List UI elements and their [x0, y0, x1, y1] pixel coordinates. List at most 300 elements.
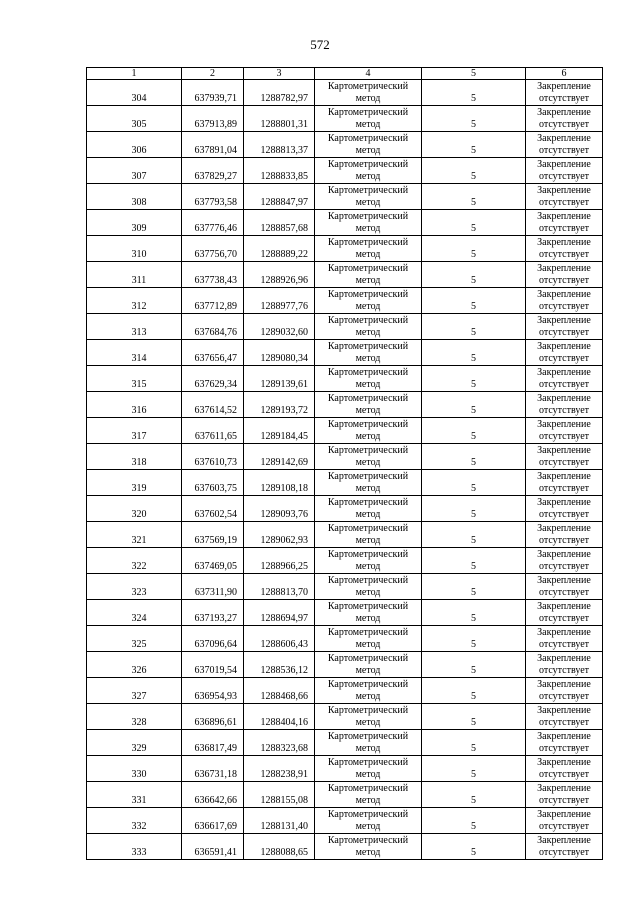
- fixing-cell: [526, 184, 603, 210]
- y-coordinate-cell: [244, 678, 315, 704]
- y-coordinate-text: 1289062,93: [260, 535, 308, 546]
- y-coordinate-text: 1288155,08: [260, 795, 308, 806]
- fixing-text: Закрепление: [537, 237, 591, 248]
- x-coordinate-text: 636954,93: [194, 691, 237, 702]
- accuracy-text: 5: [471, 509, 476, 520]
- point-number-cell: [87, 184, 182, 210]
- method-text: метод: [355, 768, 381, 780]
- point-number-text: 307: [131, 171, 147, 182]
- method-text: метод: [355, 716, 381, 728]
- table-row: [87, 236, 603, 262]
- y-coordinate-text: 1289142,69: [260, 457, 308, 468]
- method-text: Картометрический: [327, 289, 409, 300]
- accuracy-cell: [422, 340, 526, 366]
- header-cell-5: 5: [422, 68, 526, 80]
- x-coordinate-cell: [182, 496, 244, 522]
- fixing-text: Закрепление: [537, 263, 591, 274]
- accuracy-text: 5: [471, 587, 476, 598]
- point-number-cell: [87, 678, 182, 704]
- fixing-cell: [526, 782, 603, 808]
- y-coordinate-cell: [244, 600, 315, 626]
- x-coordinate-text: 636591,41: [194, 847, 237, 858]
- fixing-text: Закрепление: [537, 523, 591, 534]
- fixing-cell: [526, 756, 603, 782]
- fixing-text: отсутствует: [538, 664, 590, 676]
- point-number-cell: [87, 756, 182, 782]
- fixing-cell: [526, 704, 603, 730]
- fixing-text: отсутствует: [538, 612, 590, 624]
- table-row: [87, 678, 603, 704]
- y-coordinate-text: 1288847,97: [260, 197, 308, 208]
- table-row: [87, 600, 603, 626]
- y-coordinate-text: 1289080,34: [260, 353, 308, 364]
- method-cell: [315, 808, 422, 834]
- method-text: Картометрический: [327, 497, 409, 508]
- accuracy-cell: [422, 80, 526, 106]
- accuracy-cell: [422, 158, 526, 184]
- table-row: [87, 834, 603, 860]
- method-cell: [315, 132, 422, 158]
- table-row: [87, 80, 603, 106]
- fixing-text: Закрепление: [537, 393, 591, 404]
- table-row: [87, 340, 603, 366]
- method-cell: [315, 600, 422, 626]
- fixing-cell: [526, 314, 603, 340]
- x-coordinate-text: 637311,90: [194, 587, 237, 598]
- accuracy-text: 5: [471, 691, 476, 702]
- fixing-text: Закрепление: [537, 289, 591, 300]
- method-cell: [315, 626, 422, 652]
- y-coordinate-cell: [244, 392, 315, 418]
- accuracy-text: 5: [471, 613, 476, 624]
- method-cell: [315, 704, 422, 730]
- table-row: [87, 756, 603, 782]
- y-coordinate-text: 1288966,25: [260, 561, 308, 572]
- method-text: метод: [355, 170, 381, 182]
- coordinates-table: [86, 67, 603, 860]
- fixing-text: Закрепление: [537, 757, 591, 768]
- method-text: Картометрический: [327, 81, 409, 92]
- point-number-cell: [87, 600, 182, 626]
- fixing-cell: [526, 366, 603, 392]
- y-coordinate-text: 1288801,31: [260, 119, 308, 130]
- method-cell: [315, 80, 422, 106]
- y-coordinate-text: 1289193,72: [260, 405, 308, 416]
- fixing-cell: [526, 418, 603, 444]
- y-coordinate-text: 1288889,22: [260, 249, 308, 260]
- method-text: Картометрический: [327, 809, 409, 820]
- fixing-cell: [526, 548, 603, 574]
- fixing-text: Закрепление: [537, 809, 591, 820]
- y-coordinate-cell: [244, 106, 315, 132]
- accuracy-text: 5: [471, 769, 476, 780]
- method-text: метод: [355, 274, 381, 286]
- x-coordinate-text: 637019,54: [194, 665, 237, 676]
- point-number-text: 329: [131, 743, 147, 754]
- fixing-text: Закрепление: [537, 185, 591, 196]
- fixing-text: Закрепление: [537, 315, 591, 326]
- fixing-cell: [526, 444, 603, 470]
- fixing-cell: [526, 626, 603, 652]
- point-number-cell: [87, 392, 182, 418]
- fixing-text: Закрепление: [537, 211, 591, 222]
- fixing-cell: [526, 288, 603, 314]
- point-number-text: 308: [131, 197, 147, 208]
- fixing-text: Закрепление: [537, 575, 591, 586]
- table-row: [87, 106, 603, 132]
- table-header-row: [87, 68, 603, 80]
- accuracy-cell: [422, 236, 526, 262]
- accuracy-cell: [422, 366, 526, 392]
- fixing-text: отсутствует: [538, 378, 590, 390]
- method-cell: [315, 314, 422, 340]
- table-row: [87, 158, 603, 184]
- x-coordinate-cell: [182, 210, 244, 236]
- fixing-cell: [526, 652, 603, 678]
- accuracy-cell: [422, 392, 526, 418]
- point-number-cell: [87, 626, 182, 652]
- point-number-text: 332: [131, 821, 147, 832]
- table-row: [87, 626, 603, 652]
- accuracy-cell: [422, 496, 526, 522]
- accuracy-cell: [422, 756, 526, 782]
- method-text: метод: [355, 196, 381, 208]
- point-number-text: 333: [131, 847, 147, 858]
- point-number-text: 331: [131, 795, 147, 806]
- accuracy-text: 5: [471, 119, 476, 130]
- point-number-text: 330: [131, 769, 147, 780]
- method-cell: [315, 262, 422, 288]
- fixing-text: отсутствует: [538, 300, 590, 312]
- fixing-text: отсутствует: [538, 456, 590, 468]
- method-text: Картометрический: [327, 783, 409, 794]
- table-row: [87, 704, 603, 730]
- method-text: метод: [355, 586, 381, 598]
- point-number-cell: [87, 808, 182, 834]
- method-cell: [315, 834, 422, 860]
- method-cell: [315, 158, 422, 184]
- fixing-text: отсутствует: [538, 222, 590, 234]
- point-number-cell: [87, 106, 182, 132]
- fixing-text: Закрепление: [537, 133, 591, 144]
- method-cell: [315, 548, 422, 574]
- accuracy-cell: [422, 808, 526, 834]
- point-number-text: 321: [131, 535, 147, 546]
- table-row: [87, 444, 603, 470]
- fixing-text: отсутствует: [538, 846, 590, 858]
- x-coordinate-text: 637602,54: [194, 509, 237, 520]
- point-number-text: 319: [131, 483, 147, 494]
- method-text: Картометрический: [327, 185, 409, 196]
- table-row: [87, 288, 603, 314]
- table-row: [87, 548, 603, 574]
- table-row: [87, 496, 603, 522]
- y-coordinate-text: 1288977,76: [260, 301, 308, 312]
- table-row: [87, 366, 603, 392]
- accuracy-text: 5: [471, 821, 476, 832]
- point-number-text: 317: [131, 431, 147, 442]
- y-coordinate-cell: [244, 496, 315, 522]
- point-number-cell: [87, 418, 182, 444]
- fixing-text: Закрепление: [537, 627, 591, 638]
- fixing-cell: [526, 678, 603, 704]
- point-number-text: 305: [131, 119, 147, 130]
- y-coordinate-text: 1289108,18: [260, 483, 308, 494]
- accuracy-cell: [422, 132, 526, 158]
- accuracy-text: 5: [471, 717, 476, 728]
- point-number-cell: [87, 158, 182, 184]
- y-coordinate-text: 1288694,97: [260, 613, 308, 624]
- accuracy-text: 5: [471, 353, 476, 364]
- method-text: метод: [355, 820, 381, 832]
- method-cell: [315, 106, 422, 132]
- x-coordinate-text: 637829,27: [194, 171, 237, 182]
- fixing-cell: [526, 600, 603, 626]
- accuracy-cell: [422, 548, 526, 574]
- method-text: Картометрический: [327, 159, 409, 170]
- fixing-text: отсутствует: [538, 430, 590, 442]
- x-coordinate-text: 636896,61: [194, 717, 237, 728]
- fixing-text: отсутствует: [538, 742, 590, 754]
- point-number-text: 320: [131, 509, 147, 520]
- method-text: Картометрический: [327, 575, 409, 586]
- fixing-text: отсутствует: [538, 248, 590, 260]
- method-text: метод: [355, 638, 381, 650]
- point-number-text: 325: [131, 639, 147, 650]
- table-row: [87, 730, 603, 756]
- x-coordinate-cell: [182, 106, 244, 132]
- y-coordinate-text: 1288088,65: [260, 847, 308, 858]
- fixing-cell: [526, 80, 603, 106]
- fixing-text: отсутствует: [538, 326, 590, 338]
- x-coordinate-text: 637913,89: [194, 119, 237, 130]
- point-number-text: 316: [131, 405, 147, 416]
- fixing-text: отсутствует: [538, 118, 590, 130]
- x-coordinate-text: 636642,66: [194, 795, 237, 806]
- method-cell: [315, 340, 422, 366]
- fixing-text: отсутствует: [538, 820, 590, 832]
- x-coordinate-cell: [182, 340, 244, 366]
- method-text: метод: [355, 742, 381, 754]
- point-number-cell: [87, 210, 182, 236]
- method-text: метод: [355, 248, 381, 260]
- x-coordinate-text: 637939,71: [194, 93, 237, 104]
- x-coordinate-cell: [182, 834, 244, 860]
- accuracy-cell: [422, 444, 526, 470]
- y-coordinate-cell: [244, 236, 315, 262]
- x-coordinate-text: 636731,18: [194, 769, 237, 780]
- accuracy-text: 5: [471, 639, 476, 650]
- table-row: [87, 314, 603, 340]
- method-text: Картометрический: [327, 445, 409, 456]
- method-text: метод: [355, 846, 381, 858]
- y-coordinate-cell: [244, 808, 315, 834]
- header-cell-3: 3: [244, 68, 315, 80]
- fixing-text: Закрепление: [537, 705, 591, 716]
- x-coordinate-cell: [182, 158, 244, 184]
- accuracy-text: 5: [471, 223, 476, 234]
- accuracy-text: 5: [471, 197, 476, 208]
- fixing-text: отсутствует: [538, 794, 590, 806]
- table-row: [87, 470, 603, 496]
- point-number-text: 315: [131, 379, 147, 390]
- fixing-cell: [526, 470, 603, 496]
- x-coordinate-cell: [182, 236, 244, 262]
- fixing-text: отсутствует: [538, 144, 590, 156]
- accuracy-text: 5: [471, 795, 476, 806]
- fixing-text: отсутствует: [538, 352, 590, 364]
- fixing-text: Закрепление: [537, 107, 591, 118]
- method-text: Картометрический: [327, 107, 409, 118]
- fixing-text: Закрепление: [537, 679, 591, 690]
- accuracy-cell: [422, 522, 526, 548]
- method-cell: [315, 496, 422, 522]
- method-text: метод: [355, 560, 381, 572]
- fixing-text: Закрепление: [537, 445, 591, 456]
- x-coordinate-cell: [182, 418, 244, 444]
- x-coordinate-text: 637096,64: [194, 639, 237, 650]
- accuracy-text: 5: [471, 665, 476, 676]
- y-coordinate-cell: [244, 730, 315, 756]
- method-text: Картометрический: [327, 419, 409, 430]
- method-text: метод: [355, 612, 381, 624]
- accuracy-cell: [422, 418, 526, 444]
- table-row: [87, 782, 603, 808]
- point-number-text: 324: [131, 613, 147, 624]
- y-coordinate-cell: [244, 470, 315, 496]
- table-row: [87, 574, 603, 600]
- table-row: [87, 418, 603, 444]
- method-text: Картометрический: [327, 315, 409, 326]
- fixing-text: отсутствует: [538, 482, 590, 494]
- fixing-cell: [526, 262, 603, 288]
- y-coordinate-cell: [244, 262, 315, 288]
- point-number-cell: [87, 574, 182, 600]
- point-number-cell: [87, 730, 182, 756]
- fixing-text: Закрепление: [537, 835, 591, 846]
- y-coordinate-cell: [244, 444, 315, 470]
- accuracy-text: 5: [471, 457, 476, 468]
- accuracy-text: 5: [471, 379, 476, 390]
- point-number-text: 310: [131, 249, 147, 260]
- method-text: Картометрический: [327, 133, 409, 144]
- method-cell: [315, 392, 422, 418]
- fixing-cell: [526, 834, 603, 860]
- y-coordinate-cell: [244, 574, 315, 600]
- fixing-text: отсутствует: [538, 274, 590, 286]
- y-coordinate-cell: [244, 80, 315, 106]
- point-number-cell: [87, 366, 182, 392]
- table-row: [87, 262, 603, 288]
- y-coordinate-cell: [244, 158, 315, 184]
- fixing-text: Закрепление: [537, 549, 591, 560]
- method-text: Картометрический: [327, 211, 409, 222]
- method-text: метод: [355, 404, 381, 416]
- y-coordinate-text: 1288536,12: [260, 665, 308, 676]
- x-coordinate-text: 636817,49: [194, 743, 237, 754]
- accuracy-text: 5: [471, 561, 476, 572]
- fixing-text: отсутствует: [538, 404, 590, 416]
- point-number-cell: [87, 236, 182, 262]
- fixing-text: отсутствует: [538, 508, 590, 520]
- method-text: метод: [355, 664, 381, 676]
- point-number-text: 314: [131, 353, 147, 364]
- point-number-text: 323: [131, 587, 147, 598]
- y-coordinate-cell: [244, 834, 315, 860]
- x-coordinate-text: 637469,05: [194, 561, 237, 572]
- y-coordinate-cell: [244, 418, 315, 444]
- x-coordinate-text: 637569,19: [194, 535, 237, 546]
- point-number-cell: [87, 262, 182, 288]
- table-row: [87, 808, 603, 834]
- method-text: метод: [355, 92, 381, 104]
- point-number-text: 327: [131, 691, 147, 702]
- method-cell: [315, 210, 422, 236]
- table-row: [87, 210, 603, 236]
- method-text: Картометрический: [327, 471, 409, 482]
- method-text: метод: [355, 482, 381, 494]
- fixing-text: отсутствует: [538, 716, 590, 728]
- table-row: [87, 132, 603, 158]
- method-cell: [315, 288, 422, 314]
- method-text: метод: [355, 794, 381, 806]
- x-coordinate-text: 637656,47: [194, 353, 237, 364]
- method-text: метод: [355, 430, 381, 442]
- accuracy-text: 5: [471, 743, 476, 754]
- fixing-cell: [526, 340, 603, 366]
- fixing-text: отсутствует: [538, 92, 590, 104]
- fixing-cell: [526, 236, 603, 262]
- method-text: Картометрический: [327, 757, 409, 768]
- fixing-text: Закрепление: [537, 601, 591, 612]
- x-coordinate-cell: [182, 132, 244, 158]
- point-number-cell: [87, 132, 182, 158]
- x-coordinate-text: 637756,70: [194, 249, 237, 260]
- fixing-text: отсутствует: [538, 170, 590, 182]
- method-text: метод: [355, 118, 381, 130]
- y-coordinate-text: 1288857,68: [260, 223, 308, 234]
- accuracy-cell: [422, 288, 526, 314]
- point-number-cell: [87, 288, 182, 314]
- accuracy-cell: [422, 314, 526, 340]
- accuracy-cell: [422, 834, 526, 860]
- accuracy-cell: [422, 210, 526, 236]
- method-text: Картометрический: [327, 653, 409, 664]
- accuracy-cell: [422, 184, 526, 210]
- fixing-cell: [526, 522, 603, 548]
- point-number-text: 326: [131, 665, 147, 676]
- fixing-text: отсутствует: [538, 196, 590, 208]
- x-coordinate-cell: [182, 314, 244, 340]
- y-coordinate-text: 1289139,61: [260, 379, 308, 390]
- y-coordinate-text: 1288468,66: [260, 691, 308, 702]
- method-text: метод: [355, 456, 381, 468]
- method-cell: [315, 782, 422, 808]
- method-text: метод: [355, 534, 381, 546]
- point-number-cell: [87, 652, 182, 678]
- point-number-cell: [87, 834, 182, 860]
- y-coordinate-cell: [244, 522, 315, 548]
- header-cell-6: 6: [526, 68, 603, 80]
- y-coordinate-text: 1288926,96: [260, 275, 308, 286]
- method-cell: [315, 366, 422, 392]
- y-coordinate-cell: [244, 704, 315, 730]
- accuracy-cell: [422, 600, 526, 626]
- point-number-text: 311: [131, 275, 147, 286]
- method-text: Картометрический: [327, 627, 409, 638]
- method-cell: [315, 756, 422, 782]
- y-coordinate-cell: [244, 184, 315, 210]
